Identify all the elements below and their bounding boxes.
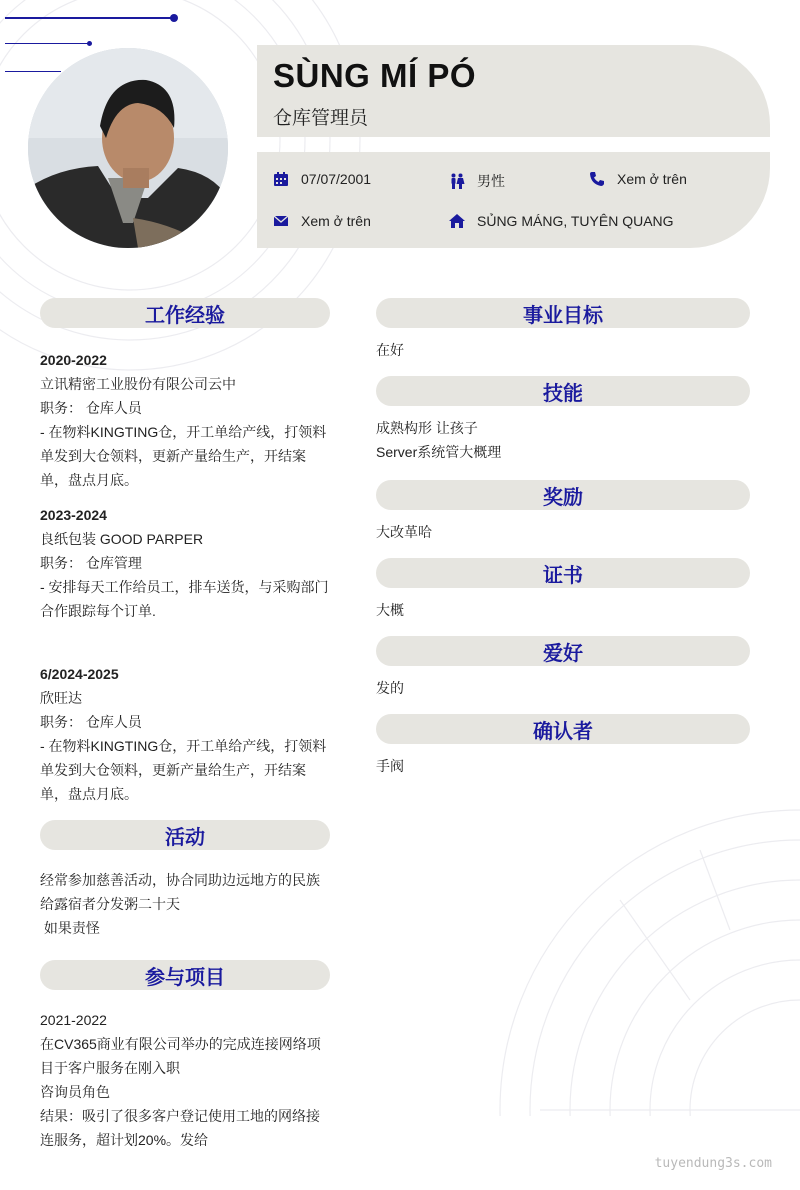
work-company: 立讯精密工业股份有限公司云中 [40, 376, 236, 392]
objective-heading: 事业目标 [376, 298, 750, 328]
gender-item [449, 171, 505, 191]
awards-heading: 奖励 [376, 480, 750, 510]
project-line: 在CV365商业有限公司举办的完成连接网络项目于客户服务在刚入职 [40, 1036, 321, 1076]
skills-heading: 技能 [376, 376, 750, 406]
header-name-panel [257, 45, 770, 137]
decor-line-1 [5, 17, 175, 19]
candidate-name: SÙNG MÍ PÓ [273, 57, 477, 94]
hobbies-text: 发的 [376, 680, 404, 696]
site-watermark: tuyendung3s.com [654, 1156, 772, 1171]
contact-info-panel [257, 152, 770, 248]
decor-line-3 [5, 71, 61, 72]
activities-heading: 活动 [40, 820, 330, 850]
certificates-text: 大概 [376, 602, 404, 618]
decor-dot-1 [170, 14, 178, 22]
references-heading: 确认者 [376, 714, 750, 744]
work-position: 职务： 仓库人员 [40, 400, 142, 416]
phone-item [589, 171, 687, 187]
work-position: 职务： 仓库管理 [40, 555, 142, 571]
work-entry [40, 348, 330, 492]
work-entry [40, 503, 330, 623]
project-line: 结果：吸引了很多客户登记使用工地的网络接连服务，超计划20%。发给 [40, 1108, 320, 1148]
job-title: 仓库管理员 [273, 108, 369, 129]
work-period: 2023-2024 [40, 507, 107, 523]
gender-value: 男性 [477, 173, 505, 189]
left-column [40, 298, 330, 1152]
address-item [449, 213, 674, 229]
activity-line: 给露宿者分发粥二十天 [40, 896, 180, 912]
activities-content [40, 868, 330, 940]
birthday-item [273, 171, 371, 187]
email-item [273, 213, 371, 229]
decor-line-2 [5, 43, 89, 44]
home-icon [449, 213, 465, 229]
decor-dot-2 [87, 41, 92, 46]
phone-icon [589, 171, 605, 187]
right-column [376, 298, 750, 778]
work-period: 6/2024-2025 [40, 666, 119, 682]
profile-photo [28, 48, 228, 248]
birthday-value: 07/07/2001 [301, 171, 372, 187]
work-company: 欣旺达 [40, 690, 82, 706]
work-company: 良纸包装 GOOD PARPER [40, 531, 204, 547]
skill-line: 成熟构形 让孩子 [376, 420, 478, 436]
work-entry [40, 662, 330, 806]
work-description: - 在物料KINGTING仓，开工单给产线，打领料单发到大仓领料，更新产量给生产，开结案单，盘点月底。 [40, 424, 327, 488]
calendar-icon [273, 171, 289, 187]
gender-icon [449, 173, 465, 189]
phone-value: Xem ở trên [617, 171, 687, 187]
hobbies-heading: 爱好 [376, 636, 750, 666]
objective-text: 在好 [376, 342, 404, 358]
certificates-heading: 证书 [376, 558, 750, 588]
work-period: 2020-2022 [40, 352, 107, 368]
work-description: - 在物料KINGTING仓，开工单给产线，打领料单发到大仓领料，更新产量给生产，开结案单，盘点月底。 [40, 738, 327, 802]
work-position: 职务： 仓库人员 [40, 714, 142, 730]
project-line: 2021-2022 [40, 1012, 107, 1028]
references-text: 手阀 [376, 758, 404, 774]
work-description: - 安排每天工作给员工，排车送货，与采购部门合作跟踪每个订单. [40, 579, 329, 619]
email-value: Xem ở trên [301, 213, 371, 229]
project-line: 咨询员角色 [40, 1084, 110, 1100]
projects-heading: 参与项目 [40, 960, 330, 990]
email-icon [273, 213, 289, 229]
address-value: SỦNG MÁNG, TUYÊN QUANG [477, 213, 674, 229]
awards-text: 大改革哈 [376, 524, 432, 540]
projects-content [40, 1008, 330, 1152]
skill-line: Server系统管大概理 [376, 444, 502, 460]
work-experience-heading: 工作经验 [40, 298, 330, 328]
skills-content [376, 416, 750, 464]
activity-line: 如果责怪 [40, 920, 100, 936]
activity-line: 经常参加慈善活动，协合同助边远地方的民族 [40, 872, 320, 888]
